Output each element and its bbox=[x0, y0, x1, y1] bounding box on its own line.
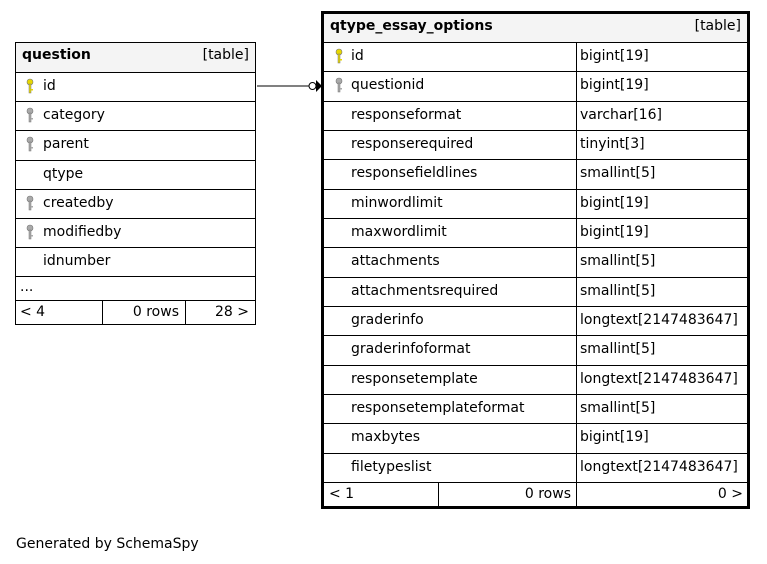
column-name: responsetemplate bbox=[351, 370, 478, 387]
column-type: varchar[16] bbox=[580, 106, 662, 123]
column-type: smallint[5] bbox=[580, 341, 656, 358]
column-name: idnumber bbox=[43, 253, 111, 270]
column-name: attachments bbox=[351, 253, 440, 270]
column-name: maxbytes bbox=[351, 429, 421, 446]
column-type: bigint[19] bbox=[580, 223, 649, 240]
column-type: tinyint[3] bbox=[580, 135, 645, 152]
column-type: bigint[19] bbox=[580, 48, 649, 64]
column-type: smallint[5] bbox=[580, 399, 656, 416]
column-name: parent bbox=[43, 136, 89, 153]
column-name: id bbox=[43, 78, 56, 94]
row-count: 0 rows bbox=[524, 486, 571, 502]
column-type: smallint[5] bbox=[580, 165, 656, 182]
column-type: longtext[2147483647] bbox=[580, 458, 738, 475]
column-type: longtext[2147483647] bbox=[580, 370, 738, 387]
column-type: bigint[19] bbox=[580, 429, 649, 446]
column-name: createdby bbox=[43, 194, 114, 211]
generated-by-caption: Generated by SchemaSpy bbox=[16, 536, 199, 552]
column-name: id bbox=[351, 48, 364, 64]
table-kind: [table] bbox=[202, 47, 249, 63]
column-name: graderinfo bbox=[351, 311, 424, 328]
column-name: responsefieldlines bbox=[351, 165, 478, 182]
column-name: filetypeslist bbox=[351, 458, 432, 475]
column-name: category bbox=[43, 107, 105, 124]
column-name: attachmentsrequired bbox=[351, 282, 499, 299]
column-type: bigint[19] bbox=[580, 194, 649, 211]
zero-optional-marker bbox=[309, 83, 316, 90]
column-type: longtext[2147483647] bbox=[580, 311, 738, 328]
column-type: smallint[5] bbox=[580, 282, 656, 299]
ellipsis-text: ... bbox=[20, 279, 34, 295]
column-name: responserequired bbox=[351, 135, 474, 152]
column-name: responseformat bbox=[351, 106, 462, 123]
parents-link[interactable]: < 1 bbox=[329, 486, 355, 502]
table-name: qtype_essay_options bbox=[330, 18, 493, 34]
parents-link[interactable]: < 4 bbox=[20, 304, 46, 320]
column-name: qtype bbox=[43, 165, 84, 182]
column-name: minwordlimit bbox=[351, 194, 443, 211]
column-type: bigint[19] bbox=[580, 77, 649, 94]
column-name: responsetemplateformat bbox=[351, 399, 525, 416]
row-count: 0 rows bbox=[132, 304, 179, 320]
children-link[interactable]: 0 > bbox=[717, 486, 743, 502]
table-kind: [table] bbox=[694, 18, 741, 34]
column-name: graderinfoformat bbox=[351, 341, 471, 358]
column-name: maxwordlimit bbox=[351, 223, 447, 240]
table-name: question bbox=[22, 47, 91, 63]
column-type: smallint[5] bbox=[580, 253, 656, 270]
children-link[interactable]: 28 > bbox=[215, 304, 249, 320]
column-name: questionid bbox=[351, 77, 425, 94]
arrow-marker bbox=[316, 80, 322, 92]
column-name: modifiedby bbox=[43, 224, 122, 240]
